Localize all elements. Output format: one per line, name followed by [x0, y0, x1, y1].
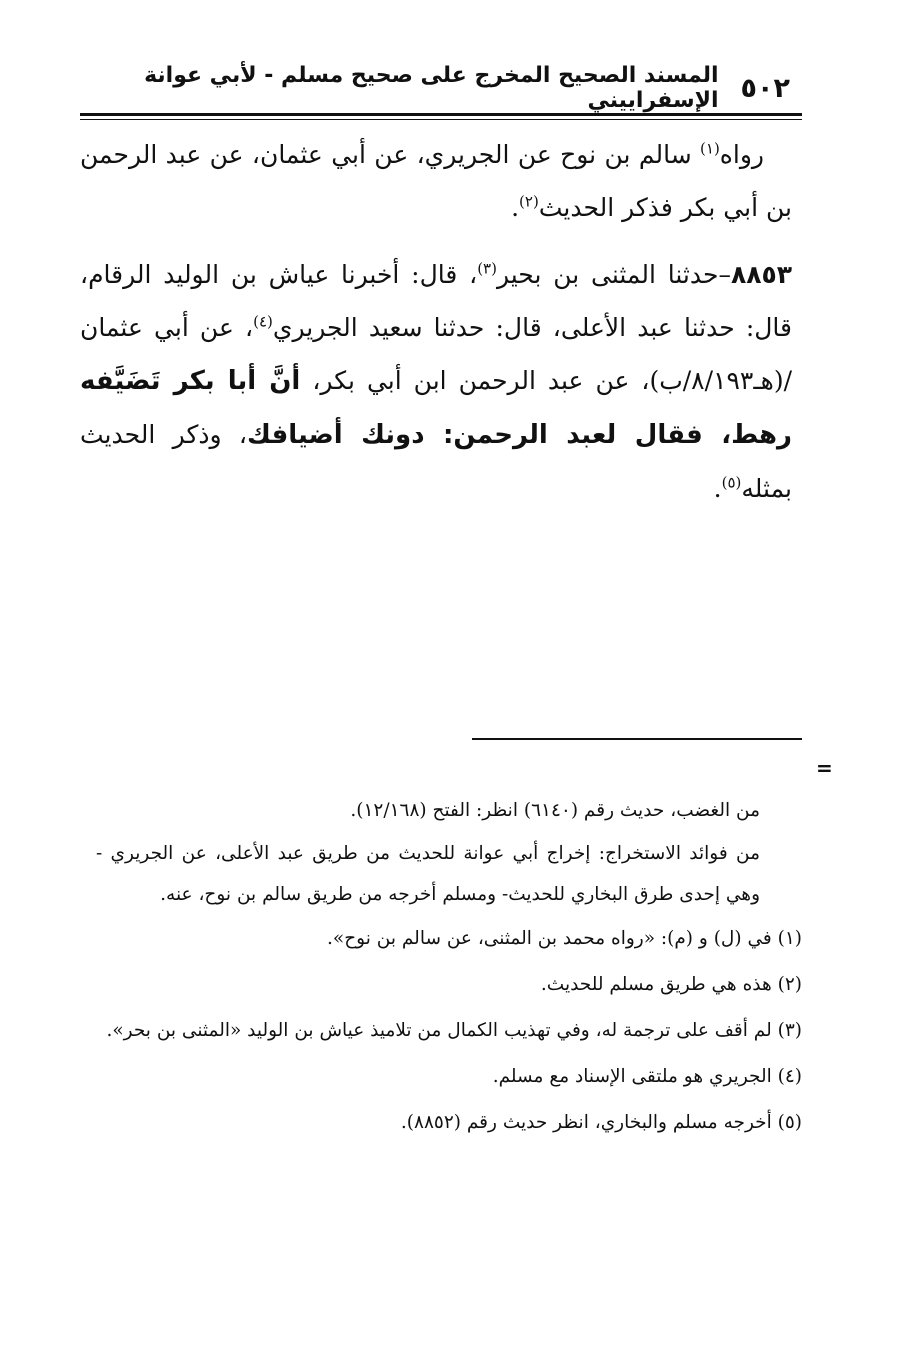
- footnote-4: (٤) الجريري هو ملتقى الإسناد مع مسلم.: [492, 1066, 802, 1087]
- paragraph-hadith-8853: [80, 248, 792, 515]
- header-rule-thick: [80, 113, 802, 116]
- footnote-5: (٥) أخرجه مسلم والبخاري، انظر حديث رقم (٨٨٥٢).: [400, 1112, 802, 1133]
- text: .: [511, 193, 520, 222]
- continuation-mark: =: [816, 756, 833, 780]
- text: سالم بن نوح عن الجريري، عن أبي عثمان، عن عبد الرحمن بن أبي بكر فذكر الحديث: [80, 140, 792, 222]
- text: .: [713, 474, 722, 503]
- footnote-continuation: من الغضب، حديث رقم (٦١٤٠) انظر: الفتح (١٢/١٦٨).: [350, 800, 760, 821]
- footnote-ref-3: (٣): [477, 259, 497, 278]
- footnote-continuation: من فوائد الاستخراج: إخراج أبي عوانة للحديث من طريق عبد الأعلى، عن الجريري - وهي إحدى طرق البخاري للحديث- ومسلم أخرجه من طريق سالم بن نوح، عنه.: [96, 843, 760, 905]
- text: ، وذكر الحديث بمثله: [80, 420, 792, 503]
- running-header: [80, 63, 790, 113]
- footnote-ref-1: (١): [700, 139, 720, 158]
- hadith-number: ٨٨٥٣: [730, 260, 792, 289]
- footnote-3: (٣) لم أقف على ترجمة له، وفي تهذيب الكمال من تلاميذ عياش بن الوليد «المثنى بن بحر».: [106, 1020, 802, 1041]
- hadith-matn-bold: أنَّ أبا بكر تَضَيَّفه رهط، فقال لعبد الرحمن: دونك أضيافك: [80, 366, 792, 450]
- header-rule-thin: [80, 119, 802, 120]
- paragraph-riwayah: [80, 128, 792, 234]
- text: رواه: [719, 140, 764, 169]
- text: –حدثنا المثنى بن بحير: [496, 260, 731, 289]
- footnote-2: (٢) هذه هي طريق مسلم للحديث.: [540, 974, 802, 995]
- running-title: المسند الصحيح المخرج على صحيح مسلم - لأبي عوانة الإسفراييني: [144, 63, 719, 113]
- footnote-ref-4: (٤): [253, 312, 273, 331]
- footnote-ref-2: (٢): [519, 192, 539, 211]
- text: ، قال: أخبرنا عياش بن الوليد الرقام، قال: حدثنا عبد الأعلى، قال: حدثنا سعيد الجريري: [80, 260, 792, 342]
- footnotes: [96, 790, 802, 1145]
- text: ، عن أبي عثمان /(هـ٨/١٩٣/ب)، عن عبد الرحمن ابن أبي بكر،: [80, 313, 792, 395]
- page-number: ٥٠٢: [740, 72, 790, 104]
- footnote-separator: [472, 738, 802, 740]
- footnote-1: (١) في (ل) و (م): «رواه محمد بن المثنى، عن سالم بن نوح».: [327, 928, 802, 949]
- footnote-ref-5: (٥): [721, 473, 742, 492]
- main-text: [80, 128, 792, 529]
